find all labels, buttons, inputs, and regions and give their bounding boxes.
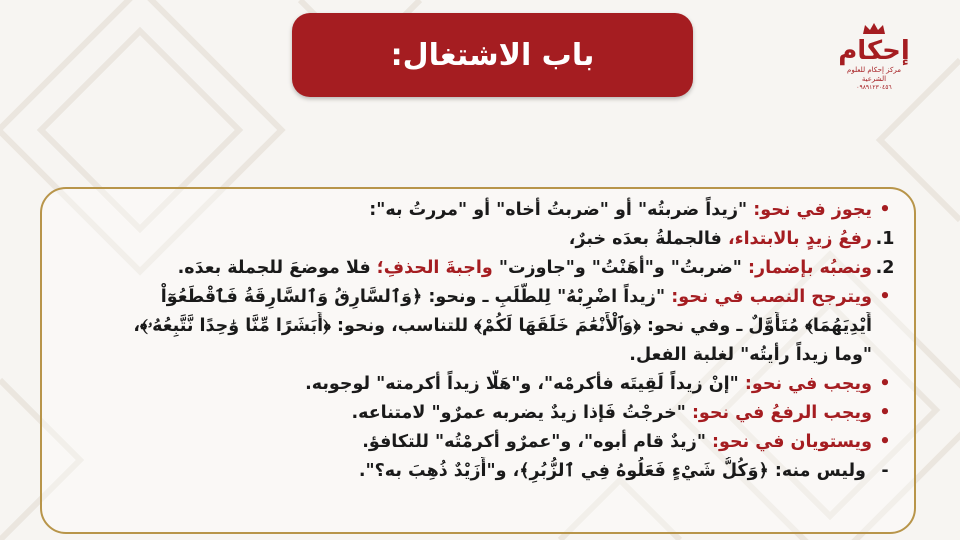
line-9	[56, 428, 898, 457]
logo-number: ٠٩٨٩١٢٣٠٤٥٦	[856, 84, 892, 91]
list-number: 2.	[875, 258, 895, 278]
line-lead: يجوز في نحو:	[753, 200, 872, 220]
line-text: "خرجْتُ فَإذا زيدٌ يضربه عمرٌو" لامتناعه.	[351, 403, 692, 423]
line-text: "زيداً اضْرِبْهُ" لِلطَّلَبِ ـ ونحو: ﴿وَٱلسَّارِقُ وَٱلسَّارِقَةُ فَٱقْطَعُوٓاْ	[160, 287, 672, 307]
title-banner	[292, 13, 693, 97]
line-6	[56, 341, 898, 370]
line-5	[56, 312, 898, 341]
line-text: وليس منه: ﴿وَكُلُّ شَيْءٍ فَعَلُوهُ فِي ٱلزُّبُرِ﴾، و"أَزَيْدٌ ذُهِبَ به؟".	[358, 461, 872, 481]
line-8	[56, 399, 898, 428]
line-7	[56, 370, 898, 399]
line-2	[56, 225, 898, 254]
dash-icon: -	[881, 461, 889, 481]
line-text: "إنْ زيداً لَقِيتَه فأكرمْه"، و"هَلَّا زيداً أكرمته" لوجوبه.	[305, 374, 745, 394]
line-text: أَيْدِيَهُمَا﴾ مُتَأَوَّلٌ ـ وفي نحو: ﴿وَٱلْأَنْعَٰمَ خَلَقَهَا لَكُمْ﴾ للتناسب، ونحو: ﴿أَبَشَرًا مِّنَّا وَٰحِدًا نَّتَّبِعُهُۥ﴾،	[133, 316, 872, 336]
crown-icon	[861, 22, 887, 36]
bullet-icon: •	[879, 432, 891, 452]
line-lead: ويترجح النصب في نحو:	[671, 287, 872, 307]
bullet-icon: •	[879, 403, 891, 423]
line-text: "زيداً ضربتُه" أو "ضربتُ أخاه" أو "مررتُ به":	[369, 200, 754, 220]
line-10	[56, 457, 898, 486]
logo-name: إحكام	[838, 36, 910, 66]
line-text: "وما زيداً رأيتُه" لغلبة الفعل.	[629, 345, 872, 365]
content-panel	[40, 187, 916, 534]
line-lead: ويجب الرفعُ في نحو:	[691, 403, 872, 423]
line-4	[56, 283, 898, 312]
line-3	[56, 254, 898, 283]
line-text: "زيدٌ قام أبوه"، و"عمرٌو أكرمْتُه" للتكافؤ.	[362, 432, 713, 452]
page-title: باب الاشتغال:	[390, 37, 595, 73]
list-number: 1.	[875, 229, 895, 249]
logo-subtitle: مركز إحكام للعلوم الشرعية	[847, 66, 901, 83]
line-text-2: فلا موضعَ للجملة بعدَه.	[177, 258, 377, 278]
line-lead: ويجب في نحو:	[744, 374, 872, 394]
line-lead: ونصبُه بإضمار:	[748, 258, 872, 278]
line-lead: ويستويان في نحو:	[712, 432, 872, 452]
bullet-icon: •	[879, 287, 891, 307]
bullet-icon: •	[879, 374, 891, 394]
line-lead: رفعُ زيدٍ بالابتداء،	[727, 229, 872, 249]
line-text: فالجملةُ بعدَه خبرٌ،	[568, 229, 728, 249]
logo	[834, 22, 914, 94]
line-text: "ضربتُ" و"أهَنْتُ" و"جاوزت"	[498, 258, 749, 278]
content-lines	[56, 196, 898, 486]
bullet-icon: •	[879, 200, 891, 220]
line-1	[56, 196, 898, 225]
line-lead-2: واجبةَ الحذفِ؛	[376, 258, 499, 278]
